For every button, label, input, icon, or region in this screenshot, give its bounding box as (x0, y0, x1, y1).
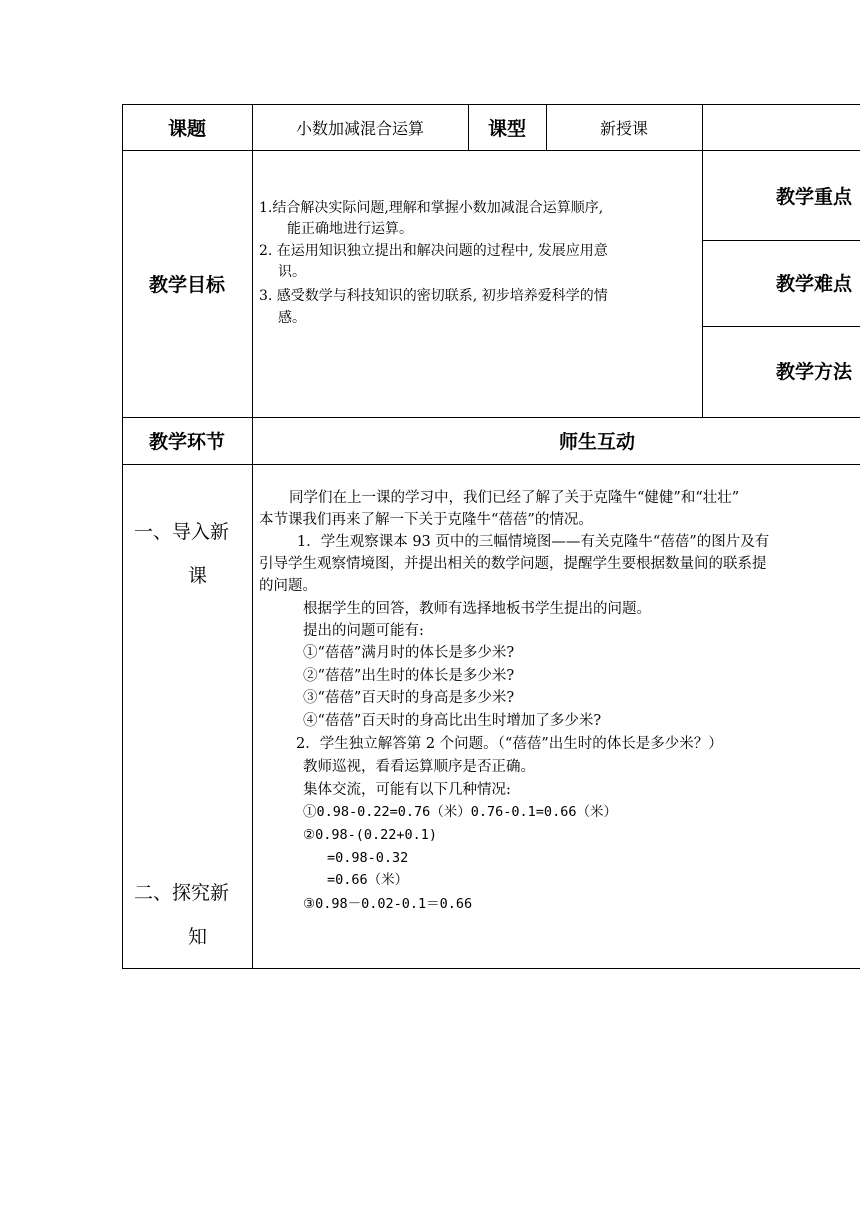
table-col-4 (702, 104, 703, 418)
content-line: 本节课我们再来了解一下关于克隆牛“蓓蓓”的情况。 (259, 512, 593, 528)
content-line: ③“蓓蓓”百天时的身高是多少米? (303, 690, 515, 706)
topic-value: 小数加减混合运算 (295, 118, 424, 138)
table-border-bottom (122, 968, 860, 969)
interaction-header: 师生互动 (558, 431, 635, 453)
content-line: 根据学生的回答，教师有选择地板书学生提出的问题。 (303, 601, 651, 617)
content-line: ②“蓓蓓”出生时的体长是多少米? (303, 668, 515, 684)
table-rule-3 (122, 464, 860, 465)
content-line: 同学们在上一课的学习中，我们已经了解了关于克隆牛“健健”和“壮壮” (289, 490, 740, 506)
content-line: ①0.98-0.22=0.76（米）0.76-0.1=0.66（米） (303, 804, 617, 820)
stage-intro (134, 510, 229, 598)
topic-label: 课题 (167, 117, 206, 140)
stage-intro-line2: 课 (188, 565, 208, 587)
type-value: 新授课 (599, 118, 648, 138)
content-line: ④“蓓蓓”百天时的身高比出生时增加了多少米? (303, 713, 602, 729)
type-label: 课型 (487, 117, 526, 140)
stage-explore-line2: 知 (188, 926, 208, 948)
content-line: 教师巡视，看看运算顺序是否正确。 (303, 759, 535, 775)
content-line: 引导学生观察情境图，并提出相关的数学问题，提醒学生要根据数量间的联系提 (259, 556, 767, 572)
stage-intro-line1: 一、导入新 (134, 521, 230, 543)
objective-line: 识。 (278, 264, 306, 280)
objective-line: 3. 感受数学与科技知识的密切联系, 初步培养爱科学的情 (259, 288, 608, 304)
content-line: =0.98-0.32 (327, 850, 409, 866)
objective-line: 1.结合解决实际问题,理解和掌握小数加减混合运算顺序, (259, 200, 604, 216)
content-line: ③0.98－0.02-0.1＝0.66 (303, 896, 473, 912)
stage-explore-line1: 二、探究新 (134, 882, 230, 904)
table-rule-side-1 (702, 240, 860, 241)
table-rule-side-2 (702, 326, 860, 327)
content-line: 2．学生独立解答第 2 个问题。（“蓓蓓”出生时的体长是多少米？） (296, 736, 723, 752)
content-line: 1．学生观察课本 93 页中的三幅情境图——有关克隆牛“蓓蓓”的图片及有 (297, 534, 770, 550)
content-line: ②0.98-(0.22+0.1) (303, 827, 438, 843)
content-line: ①“蓓蓓”满月时的体长是多少米? (303, 645, 515, 661)
content-line: 集体交流，可能有以下几种情况: (303, 782, 511, 798)
stage-header: 教学环节 (148, 431, 225, 453)
objective-line: 感。 (278, 310, 306, 326)
objective-line: 能正确地进行运算。 (287, 221, 413, 237)
content-line: =0.66（米） (327, 872, 409, 888)
table-col-1 (252, 104, 253, 969)
key-points-label: 教学重点 (776, 186, 853, 208)
content-line: 提出的问题可能有: (303, 623, 424, 639)
methods-label: 教学方法 (776, 361, 853, 383)
difficulties-label: 教学难点 (776, 273, 853, 295)
objectives-label: 教学目标 (148, 274, 225, 296)
objective-line: 2. 在运用知识独立提出和解决问题的过程中, 发展应用意 (259, 243, 608, 259)
content-line: 的问题。 (259, 578, 317, 594)
stage-explore (134, 871, 229, 959)
